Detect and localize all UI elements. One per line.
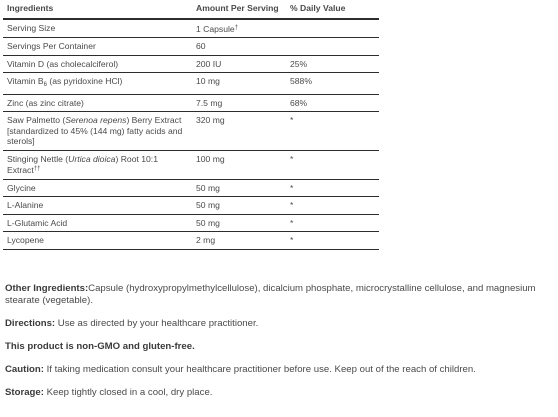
- amount-value: 320 mg: [196, 115, 225, 125]
- amount-value: 50 mg: [196, 182, 220, 193]
- daily-value-cell: 25%: [286, 55, 379, 73]
- ingredient-cell: [3, 197, 192, 215]
- storage: [5, 387, 557, 399]
- ingredient-name: Servings Per Container: [7, 41, 96, 51]
- ingredient-cell: [3, 94, 192, 112]
- daily-value-cell: 588%: [286, 73, 379, 95]
- ingredient-cell: [3, 112, 192, 151]
- amount-cell: [192, 214, 286, 232]
- ingredient-cell: [3, 179, 192, 197]
- ingredient-name-suffix: ) Berry Extract [standardized to 45% (144 mg) fatty acids and sterols]: [7, 115, 183, 146]
- ingredient-name: L-Alanine: [7, 200, 44, 210]
- table-row: [3, 232, 379, 250]
- caution: [5, 364, 557, 376]
- daily-value-cell: 68%: [286, 94, 379, 112]
- header-amount-per-serving: Amount Per Serving: [196, 3, 279, 13]
- non-gmo-text: This product is non-GMO and gluten-free.: [5, 341, 195, 352]
- ingredient-botanical-name: Urtica dioica: [68, 153, 116, 164]
- caution-label: Caution:: [5, 364, 44, 375]
- ingredient-name: L-Glutamic Acid: [7, 217, 68, 228]
- amount-cell: [192, 179, 286, 197]
- daily-value-cell: [286, 19, 379, 38]
- daily-value-cell: *: [286, 112, 379, 151]
- table-row: [3, 19, 379, 38]
- ingredient-footnote-mark: ††: [33, 166, 41, 172]
- ingredient-name: Glycine: [7, 182, 36, 193]
- supplement-facts-body: [3, 19, 379, 250]
- amount-value: 10 mg: [196, 76, 220, 86]
- ingredient-name-suffix: ) Root 10:1 Extract: [7, 153, 158, 175]
- directions-label: Directions:: [5, 318, 56, 329]
- ingredient-subscript: 6: [43, 82, 47, 88]
- storage-text: Keep tightly closed in a cool, dry place.: [43, 387, 213, 398]
- header-daily-value: % Daily Value: [290, 3, 346, 13]
- amount-value: 60: [196, 41, 206, 51]
- daily-value-cell: *: [286, 150, 379, 179]
- product-notes: [5, 283, 557, 410]
- daily-value-cell: *: [286, 179, 379, 197]
- daily-value-cell: [286, 38, 379, 56]
- table-row: [3, 38, 379, 56]
- directions: [5, 318, 557, 330]
- amount-value: 2 mg: [196, 235, 216, 245]
- table-row: [3, 73, 379, 95]
- caution-text: If taking medication consult your healthcare practitioner before use. Keep out of the reach of children.: [43, 364, 476, 375]
- daily-value-cell: *: [286, 232, 379, 250]
- amount-footnote-mark: †: [234, 24, 239, 31]
- ingredient-name: Vitamin B: [7, 76, 44, 86]
- table-row: [3, 94, 379, 112]
- amount-value: 100 mg: [196, 153, 225, 164]
- other-ingredients: [5, 283, 557, 307]
- directions-text: Use as directed by your healthcare practitioner.: [55, 318, 259, 329]
- ingredient-cell: [3, 19, 192, 38]
- ingredient-name: Saw Palmetto (: [7, 115, 66, 125]
- table-row: [3, 112, 379, 151]
- header-ingredients: Ingredients: [7, 3, 54, 13]
- table-row: [3, 197, 379, 215]
- other-ingredients-label: Other Ingredients:: [5, 283, 89, 294]
- other-ingredients-text: Capsule (hydroxypropylmethylcellulose), dicalcium phosphate, microcrystalline cellulose, and magnesium stearate (vegetable).: [5, 283, 536, 306]
- amount-value: 50 mg: [196, 217, 220, 228]
- ingredient-name-suffix: (as pyridoxine HCl): [46, 76, 123, 86]
- ingredient-name: Lycopene: [7, 235, 44, 245]
- amount-value: 7.5 mg: [196, 97, 223, 108]
- ingredient-name: Zinc (as zinc citrate): [7, 97, 84, 108]
- ingredient-cell: [3, 55, 192, 73]
- supplement-facts-table: [3, 0, 379, 250]
- amount-cell: [192, 112, 286, 151]
- ingredient-cell: [3, 232, 192, 250]
- amount-value: 200 IU: [196, 58, 222, 69]
- ingredient-cell: [3, 38, 192, 56]
- table-row: [3, 179, 379, 197]
- amount-value: 50 mg: [196, 200, 220, 210]
- table-row: [3, 150, 379, 179]
- ingredient-botanical-name: Serenoa repens: [65, 115, 127, 125]
- ingredient-cell: [3, 73, 192, 95]
- amount-cell: [192, 197, 286, 215]
- ingredient-name: Stinging Nettle (: [7, 153, 69, 164]
- amount-cell: [192, 94, 286, 112]
- table-row: [3, 55, 379, 73]
- ingredient-name: Serving Size: [7, 22, 56, 33]
- daily-value-cell: *: [286, 214, 379, 232]
- ingredient-cell: [3, 214, 192, 232]
- ingredient-name: Vitamin D (as cholecalciferol): [7, 58, 119, 69]
- table-row: [3, 214, 379, 232]
- non-gmo-statement: [5, 341, 557, 353]
- amount-cell: [192, 55, 286, 73]
- storage-label: Storage:: [5, 387, 44, 398]
- amount-cell: [192, 150, 286, 179]
- amount-cell: [192, 38, 286, 56]
- amount-cell: [192, 73, 286, 95]
- daily-value-cell: *: [286, 197, 379, 215]
- amount-cell: [192, 19, 286, 38]
- amount-value: 1 Capsule: [196, 23, 235, 34]
- amount-cell: [192, 232, 286, 250]
- table-header-row: [3, 0, 379, 19]
- ingredient-cell: [3, 150, 192, 179]
